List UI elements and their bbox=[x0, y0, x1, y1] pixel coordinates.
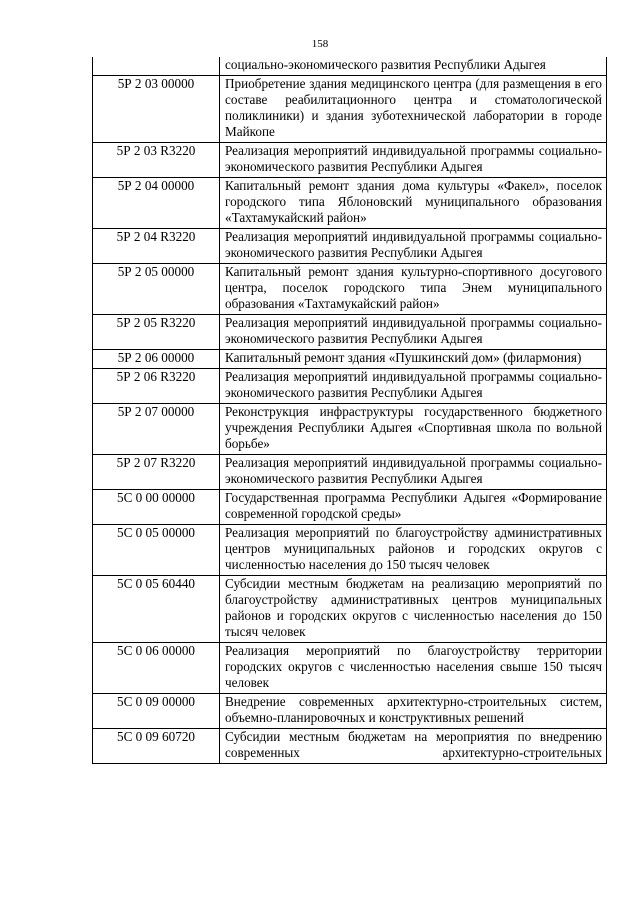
row-code: 5С 0 05 00000 bbox=[93, 525, 220, 576]
table-row bbox=[93, 178, 607, 229]
row-code: 5Р 2 05 00000 bbox=[93, 264, 220, 315]
table-row bbox=[93, 404, 607, 455]
table-row bbox=[93, 455, 607, 490]
table-row bbox=[93, 643, 607, 694]
row-description: Реализация мероприятий индивидуальной программы социально-экономического развития Республики Адыгея bbox=[220, 229, 607, 264]
table-row bbox=[93, 229, 607, 264]
row-description: Реализация мероприятий индивидуальной программы социально-экономического развития Республики Адыгея bbox=[220, 315, 607, 350]
row-description: Реализация мероприятий по благоустройству административных центров муниципальных районов и городских округов с численностью населения до 150 тысяч человек bbox=[220, 525, 607, 576]
row-code: 5С 0 09 60720 bbox=[93, 729, 220, 764]
table-row bbox=[93, 264, 607, 315]
page-number: 158 bbox=[311, 38, 329, 50]
row-description: Реконструкция инфраструктуры государственного бюджетного учреждения Республики Адыгея «Спортивная школа по вольной борьбе» bbox=[220, 404, 607, 455]
row-code: 5С 0 05 60440 bbox=[93, 576, 220, 643]
table-row bbox=[93, 576, 607, 643]
row-description: Приобретение здания медицинского центра (для размещения в его составе реабилитационного центра и стоматологической поликлиники) и здания зуботехнической лаборатории в городе Майкопе bbox=[220, 76, 607, 143]
row-code: 5С 0 09 00000 bbox=[93, 694, 220, 729]
table-row bbox=[93, 57, 607, 76]
row-code: 5Р 2 04 00000 bbox=[93, 178, 220, 229]
row-description: Реализация мероприятий индивидуальной программы социально-экономического развития Республики Адыгея bbox=[220, 369, 607, 404]
row-description: Реализация мероприятий по благоустройству территории городских округов с численностью населения свыше 150 тысяч человек bbox=[220, 643, 607, 694]
row-description: Реализация мероприятий индивидуальной программы социально-экономического развития Республики Адыгея bbox=[220, 143, 607, 178]
row-code: 5Р 2 06 00000 bbox=[93, 350, 220, 369]
row-code: 5Р 2 06 R3220 bbox=[93, 369, 220, 404]
budget-classification-table bbox=[92, 57, 607, 764]
row-description: Капитальный ремонт здания «Пушкинский дом» (филармония) bbox=[220, 350, 607, 369]
row-code: 5Р 2 07 R3220 bbox=[93, 455, 220, 490]
row-code: 5С 0 00 00000 bbox=[93, 490, 220, 525]
row-description: Субсидии местным бюджетам на мероприятия по внедрению современных архитектурно-строительных bbox=[220, 729, 607, 764]
table-row bbox=[93, 729, 607, 764]
row-code: 5С 0 06 00000 bbox=[93, 643, 220, 694]
table-row bbox=[93, 143, 607, 178]
row-code: 5Р 2 04 R3220 bbox=[93, 229, 220, 264]
table-row bbox=[93, 369, 607, 404]
table-row bbox=[93, 350, 607, 369]
row-description: Субсидии местным бюджетам на реализацию мероприятий по благоустройству административных центров муниципальных районов и городских округов с численностью населения до 150 тысяч человек bbox=[220, 576, 607, 643]
table-row bbox=[93, 525, 607, 576]
row-code: 5Р 2 05 R3220 bbox=[93, 315, 220, 350]
row-description: Капитальный ремонт здания культурно-спортивного досугового центра, поселок городского типа Энем муниципального образования «Тахтамукайский район» bbox=[220, 264, 607, 315]
row-code: 5Р 2 07 00000 bbox=[93, 404, 220, 455]
row-description: Государственная программа Республики Адыгея «Формирование современной городской среды» bbox=[220, 490, 607, 525]
row-code bbox=[93, 57, 220, 76]
table-row bbox=[93, 76, 607, 143]
row-code: 5Р 2 03 00000 bbox=[93, 76, 220, 143]
row-description: Капитальный ремонт здания дома культуры «Факел», поселок городского типа Яблоновский муниципального образования «Тахтамукайский район» bbox=[220, 178, 607, 229]
table-row bbox=[93, 490, 607, 525]
table-row bbox=[93, 315, 607, 350]
row-description: социально-экономического развития Республики Адыгея bbox=[220, 57, 607, 76]
row-description: Внедрение современных архитектурно-строительных систем, объемно-планировочных и конструктивных решений bbox=[220, 694, 607, 729]
row-code: 5Р 2 03 R3220 bbox=[93, 143, 220, 178]
table-row bbox=[93, 694, 607, 729]
row-description: Реализация мероприятий индивидуальной программы социально-экономического развития Республики Адыгея bbox=[220, 455, 607, 490]
